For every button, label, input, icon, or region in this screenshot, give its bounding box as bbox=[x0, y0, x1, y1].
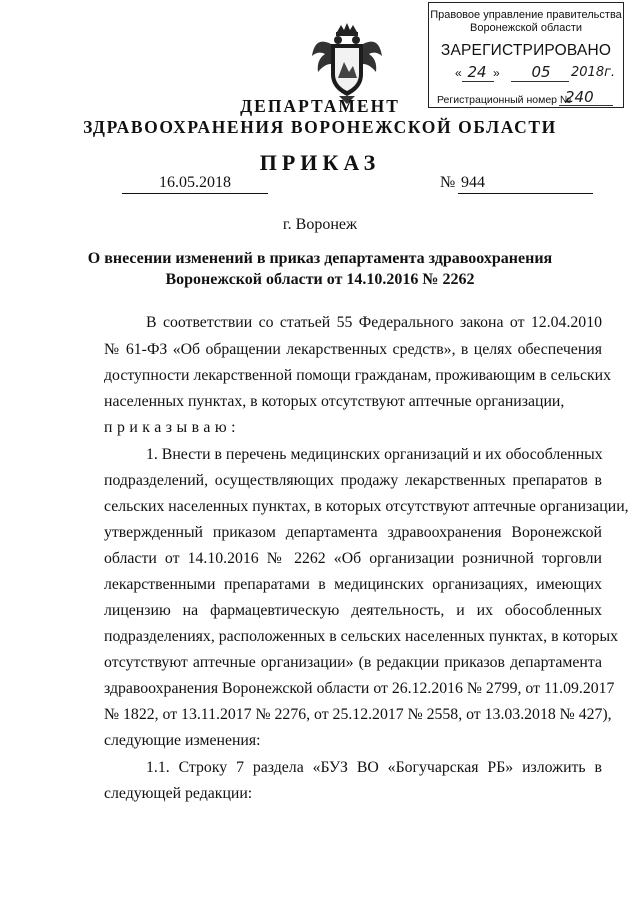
stamp-quote-close: » bbox=[493, 66, 500, 80]
body-line: 1.1. Строку 7 раздела «БУЗ ВО «Богучарская РБ» изложить в bbox=[146, 759, 602, 776]
body-line: лицензию на фармацевтическую деятельность, и их обособленных bbox=[104, 602, 602, 619]
body-line: отсутствуют аптечные организации» (в редакции приказов департамента bbox=[104, 654, 602, 671]
body-line: лекарственными препаратами в медицинских организациях, имеющих bbox=[104, 576, 602, 593]
stamp-day: 24 bbox=[467, 63, 487, 81]
stamp-day-underline bbox=[462, 81, 494, 82]
body-line: области от 14.10.2016 № 2262 «Об организации розничной торговли bbox=[104, 550, 602, 567]
department-title-line-2: ЗДРАВООХРАНЕНИЯ ВОРОНЕЖСКОЙ ОБЛАСТИ bbox=[83, 117, 557, 137]
body-line: В соответствии со статьей 55 Федерального закона от 12.04.2010 bbox=[146, 314, 602, 331]
body-line: подразделениях, расположенных в сельских населенных пунктах, в которых bbox=[104, 628, 619, 645]
body-line: подразделений, осуществляющих продажу лекарственных препаратов в bbox=[104, 472, 602, 489]
stamp-reg-label: Регистрационный номер № bbox=[437, 94, 572, 106]
registration-stamp bbox=[428, 2, 624, 108]
body-line: приказываю: bbox=[104, 419, 241, 436]
city: г. Воронеж bbox=[282, 216, 358, 233]
order-date: 16.05.2018 bbox=[122, 174, 268, 194]
order-number: 944 bbox=[458, 174, 593, 194]
body-line: следующие изменения: bbox=[104, 732, 261, 749]
document-type: ПРИКАЗ bbox=[259, 150, 381, 175]
stamp-line-2: Воронежской области bbox=[469, 22, 582, 34]
body-line: сельских населенных пунктах, в которых отсутствуют аптечные организации, bbox=[104, 498, 629, 515]
body-line: следующей редакции: bbox=[104, 785, 253, 802]
body-line: доступности лекарственной помощи гражданам, проживающим в сельских bbox=[104, 367, 612, 384]
stamp-year: 2018г. bbox=[571, 65, 616, 80]
stamp-date bbox=[447, 65, 617, 85]
body-line: 1. Внести в перечень медицинских организаций и их обособленных bbox=[146, 446, 603, 463]
body-line: утвержденный приказом департамента здравоохранения Воронежской bbox=[104, 524, 602, 541]
order-title-line-1: О внесении изменений в приказ департамента здравоохранения bbox=[87, 250, 553, 267]
body-line: здравоохранения Воронежской области от 26.12.2016 № 2799, от 11.09.2017 bbox=[104, 680, 615, 697]
coat-of-arms-icon bbox=[311, 22, 383, 104]
stamp-status: ЗАРЕГИСТРИРОВАНО bbox=[440, 42, 612, 59]
body-line: № 1822, от 13.11.2017 № 2276, от 25.12.2017 № 2558, от 13.03.2018 № 427), bbox=[104, 706, 612, 723]
order-title-line-2: Воронежской области от 14.10.2016 № 2262 bbox=[165, 271, 475, 288]
stamp-quote-open: « bbox=[455, 66, 462, 80]
stamp-reg-number: 240 bbox=[565, 88, 594, 106]
stamp-month-underline bbox=[511, 81, 569, 82]
body-line: населенных пунктах, в которых отсутствуют аптечные организации, bbox=[104, 393, 565, 410]
order-number-label: № bbox=[440, 174, 456, 191]
stamp-line-1: Правовое управление правительства bbox=[430, 9, 622, 21]
stamp-month: 05 bbox=[531, 63, 551, 81]
department-title-line-1: ДЕПАРТАМЕНТ bbox=[240, 96, 400, 116]
body-line: № 61-ФЗ «Об обращении лекарственных средств», в целях обеспечения bbox=[104, 341, 602, 358]
